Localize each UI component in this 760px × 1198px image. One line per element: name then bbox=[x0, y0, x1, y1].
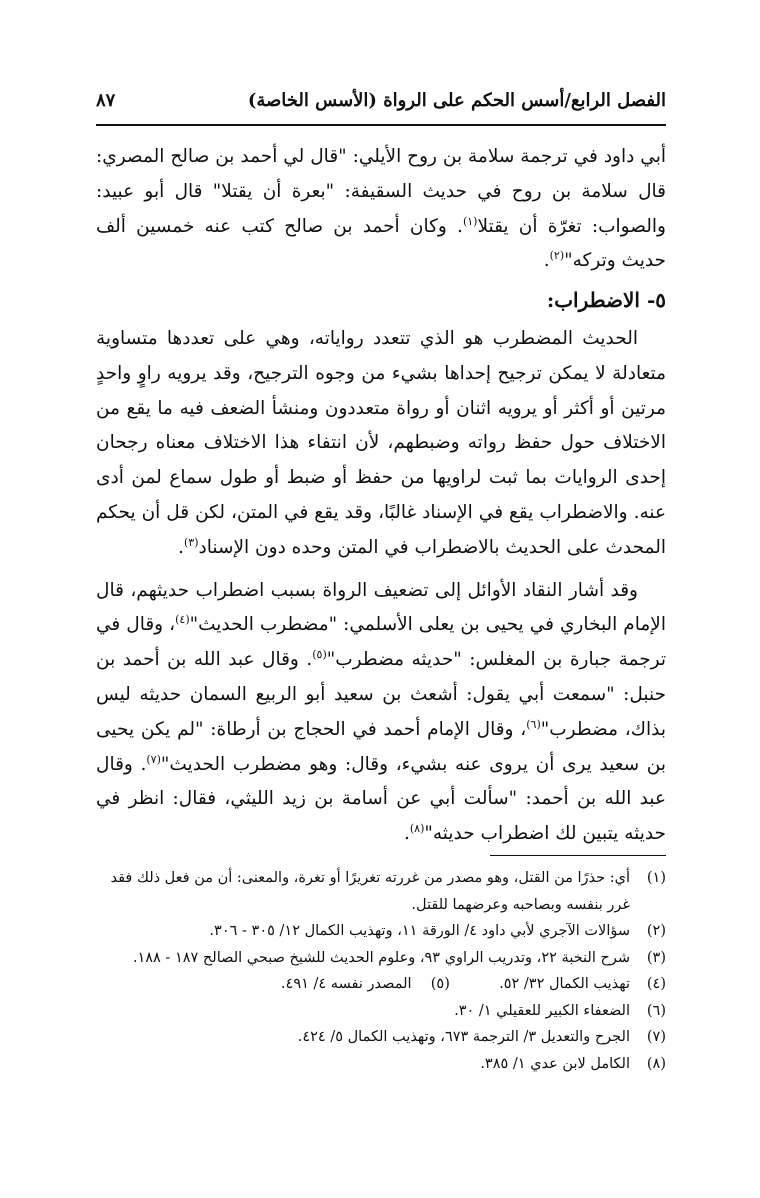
paragraph-3: وقد أشار النقاد الأوائل إلى تضعيف الرواة بسبب اضطراب حديثهم، قال الإمام البخاري في يحيى بن يعلى الأسلمي: "مضطرب الحديث"$^{(٤)}$، وقال في ترجمة جبارة بن المغلس: "حديثه مضطرب"$^{(٥)}$. وقال عبد الله بن أحمد بن حنبل: "سمعت أبي يقول: أشعث بن سعيد أبو الربيع السمان حديثه ليس بذاك، مضطرب"$^{(٦)}$، وقال الإمام أحمد في الحجاج بن أرطاة: "لم يكن يحيى بن سعيد يرى أن يروى عنه بشيء، وقال: وهو مضطرب الحديث"$^{(٧)}$. وقال عبد الله بن أحمد: "سألت أبي عن أسامة بن زيد الليثي، فقال: انظر في حديثه يتبين لك اضطراب حديثه"$^{(٨)}$. bbox=[96, 579, 666, 845]
footnote-text: المصدر نفسه ٤/ ٤٩١. bbox=[280, 976, 412, 992]
footnote-ref-1[interactable]: (١) bbox=[462, 214, 478, 228]
footnote-text: أي: حذرًا من القتل، وهو مصدر من غررته تغريرًا أو تغرة، والمعنى: أن من فعل ذلك فقد غرر بنفسه وبصاحبه وعرضهما للقتل. bbox=[110, 870, 630, 913]
footnote-number: (٢) bbox=[646, 923, 666, 939]
footnote-ref-7[interactable]: (٧) bbox=[146, 752, 161, 766]
footnote-text: تهذيب الكمال ٣٢/ ٥٢. bbox=[499, 976, 630, 992]
footnote-ref-2[interactable]: (٢) bbox=[549, 249, 565, 263]
footnote-ref-4[interactable]: (٤) bbox=[175, 613, 190, 627]
running-header bbox=[96, 90, 666, 120]
footnote-ref-8[interactable]: (٨) bbox=[409, 821, 425, 835]
chapter-title: الفصل الرابع/أسس الحكم على الرواة (الأسس الخاصة) bbox=[247, 90, 666, 111]
footnote-number: (٧) bbox=[646, 1029, 666, 1045]
footnote-ref-6[interactable]: (٦) bbox=[526, 717, 541, 731]
footnote-number: (٨) bbox=[646, 1055, 666, 1072]
footnote-ref-3[interactable]: (٣) bbox=[184, 535, 199, 549]
footnote-4-5 bbox=[96, 971, 666, 998]
footnote-3 bbox=[96, 945, 666, 972]
footnote-text: الكامل لابن عدي ١/ ٣٨٥. bbox=[480, 1055, 630, 1072]
footnote-number: (١) bbox=[646, 870, 666, 886]
footnote-number: (٣) bbox=[646, 949, 666, 966]
footnote-number: (٤) bbox=[646, 976, 666, 992]
paragraph-1: أبي داود في ترجمة سلامة بن روح الأيلي: "قال لي أحمد بن صالح المصري: قال سلامة بن روح في حديث السقيفة: "بعرة أن يقتلا" قال أبو عبيد: والصواب: تغرّة أن يقتلا$^{(١)}$. وكان أحمد بن صالح كتب عنه خمسين ألف حديث وتركه"$^{(٢)}$. bbox=[96, 146, 666, 272]
footnote-6 bbox=[96, 998, 666, 1025]
footnote-number: (٦) bbox=[646, 1002, 666, 1019]
footnote-ref-5[interactable]: (٥) bbox=[312, 648, 327, 661]
footnote-1 bbox=[96, 865, 666, 918]
footnote-7 bbox=[96, 1024, 666, 1051]
footnote-8 bbox=[96, 1051, 666, 1078]
footnote-separator bbox=[490, 855, 666, 856]
footnotes bbox=[96, 865, 666, 1077]
footnote-number: (٥) bbox=[430, 976, 450, 992]
footnote-2 bbox=[96, 918, 666, 945]
footnote-text: سؤالات الآجري لأبي داود ٤/ الورقة ١١، وتهذيب الكمال ١٢/ ٣٠٥ - ٣٠٦. bbox=[209, 923, 630, 939]
main-text bbox=[96, 140, 666, 852]
footnote-text: الضعفاء الكبير للعقيلي ١/ ٣٠. bbox=[454, 1002, 630, 1019]
footnote-text: شرح النخبة ٢٢، وتدريب الراوي ٩٣، وعلوم الحديث للشيخ صبحي الصالح ١٨٧ - ١٨٨. bbox=[132, 949, 630, 966]
header-rule bbox=[96, 124, 666, 126]
paragraph-2: الحديث المضطرب هو الذي تتعدد رواياته، وهي على تعددها متساوية متعادلة لا يمكن ترجيح إحداها بشيء من وجوه الترجيح، وقد يرويه راوٍ واحدٍ مرتين أو أكثر أو يرويه اثنان أو رواة متعددون ومنشأ الضعف فيه ما يقع من الاختلاف حول حفظ رواته وضبطهم، لأن انتفاء هذا الاختلاف معناه رجحان إحدى الروايات بما ثبت لراويها من حفظ أو ضبط أو طول سماع لمن أدى عنه. والاضطراب يقع في الإسناد غالبًا، وقد يقع في المتن، لكن قل أن يحكم المحدث على الحديث بالاضطراب في المتن وحده دون الإسناد$^{(٣)}$. bbox=[96, 327, 666, 558]
page-number: ٨٧ bbox=[96, 90, 116, 111]
section-heading: ٥- الاضطراب: bbox=[546, 288, 666, 313]
footnote-text: الجرح والتعديل ٣/ الترجمة ٦٧٣، وتهذيب الكمال ٥/ ٤٢٤. bbox=[297, 1029, 630, 1045]
